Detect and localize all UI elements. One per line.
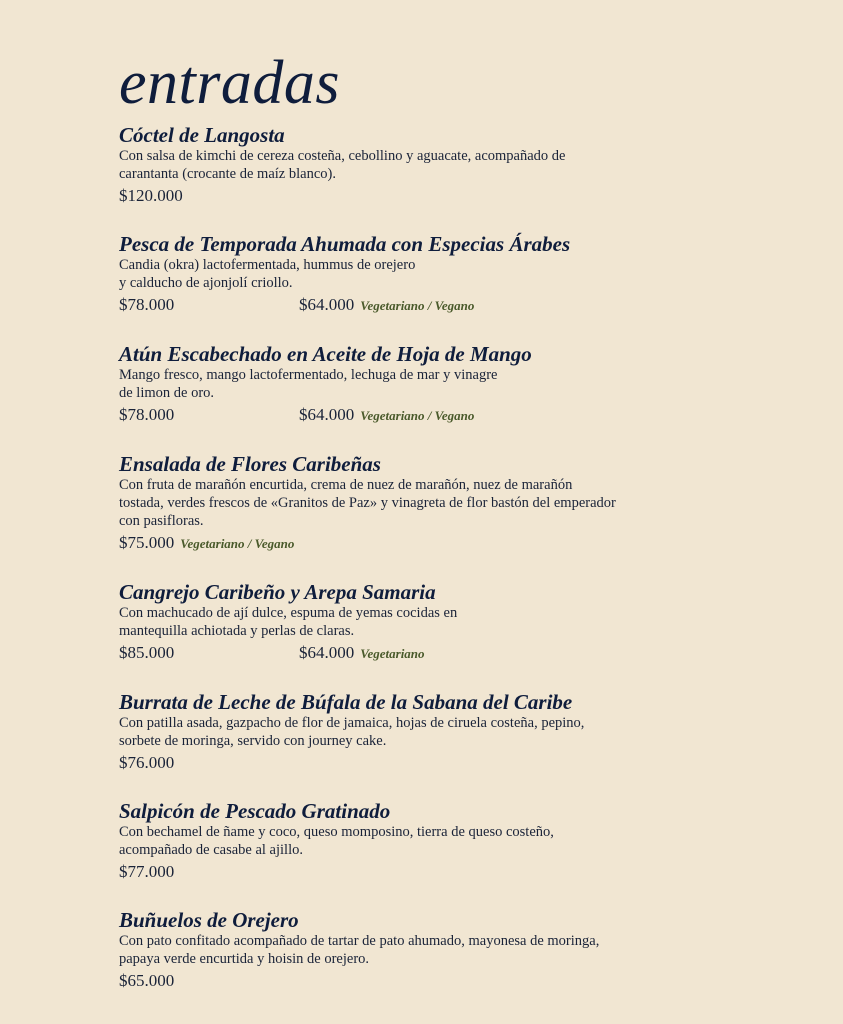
item-name: Pesca de Temporada Ahumada con Especias Árabes (119, 232, 571, 256)
menu-item (119, 453, 639, 556)
price-row (119, 751, 639, 775)
item-price: $120.000 (119, 186, 183, 205)
menu-items (119, 124, 639, 993)
description-line: y calducho de ajonjolí criollo. (119, 275, 293, 291)
description-line: Candia (okra) lactofermentada, hummus de orejero (119, 257, 416, 273)
diet-tag: Vegetariano / Vegano (360, 298, 475, 313)
item-price: $77.000 (119, 862, 175, 881)
price-row (119, 531, 639, 556)
price-row (119, 403, 639, 428)
price-row (119, 969, 639, 993)
section-title: entradas (119, 49, 340, 117)
item-description (119, 366, 619, 402)
item-name: Burrata de Leche de Búfala de la Sabana del Caribe (119, 690, 573, 714)
description-line: de limon de oro. (119, 385, 215, 401)
menu-page (119, 48, 639, 1018)
item-description (119, 256, 619, 292)
item-price: $85.000 (119, 643, 175, 662)
description-line: Mango fresco, mango lactofermentado, lechuga de mar y vinagre (119, 367, 498, 383)
item-description: Con fruta de marañón encurtida, crema de nuez de marañón, nuez de marañón tostada, verdes frescos de «Granitos de Paz» y vinagreta de flor bastón del emperador con pasifloras. (119, 477, 616, 529)
item-description (119, 604, 619, 640)
menu-item (119, 233, 639, 318)
item-alt-price: $64.000 (299, 405, 355, 424)
item-price: $78.000 (119, 295, 175, 314)
menu-item (119, 581, 639, 666)
diet-tag: Vegetariano / Vegano (360, 408, 475, 423)
item-price: $76.000 (119, 753, 175, 772)
item-name: Cóctel de Langosta (119, 123, 285, 147)
price-row (119, 641, 639, 666)
item-description: Con salsa de kimchi de cereza costeña, cebollino y aguacate, acompañado de carantanta (crocante de maíz blanco). (119, 148, 566, 182)
item-price: $78.000 (119, 405, 175, 424)
item-name: Ensalada de Flores Caribeñas (119, 452, 381, 476)
item-alt-price: $64.000 (299, 295, 355, 314)
diet-tag: Vegetariano (360, 646, 425, 661)
item-description: Con bechamel de ñame y coco, queso momposino, tierra de queso costeño, acompañado de casabe al ajillo. (119, 824, 554, 858)
price-row (119, 860, 639, 884)
item-price: $75.000 (119, 533, 175, 552)
item-name: Cangrejo Caribeño y Arepa Samaria (119, 580, 436, 604)
menu-item (119, 800, 639, 884)
item-name: Buñuelos de Orejero (119, 908, 299, 932)
description-line: mantequilla achiotada y perlas de claras. (119, 623, 355, 639)
diet-tag: Vegetariano / Vegano (180, 536, 295, 551)
item-description: Con patilla asada, gazpacho de flor de jamaica, hojas de ciruela costeña, pepino, sorbete de moringa, servido con journey cake. (119, 715, 585, 749)
item-price: $65.000 (119, 971, 175, 990)
menu-item (119, 124, 639, 208)
item-name: Salpicón de Pescado Gratinado (119, 799, 391, 823)
price-row (119, 293, 639, 318)
item-name: Atún Escabechado en Aceite de Hoja de Mango (119, 342, 532, 366)
description-line: Con machucado de ají dulce, espuma de yemas cocidas en (119, 605, 458, 621)
menu-item (119, 691, 639, 775)
menu-item (119, 909, 639, 993)
menu-item (119, 343, 639, 428)
item-alt-price: $64.000 (299, 643, 355, 662)
item-description: Con pato confitado acompañado de tartar de pato ahumado, mayonesa de moringa, papaya verde encurtida y hoisin de orejero. (119, 933, 600, 967)
price-row (119, 184, 639, 208)
